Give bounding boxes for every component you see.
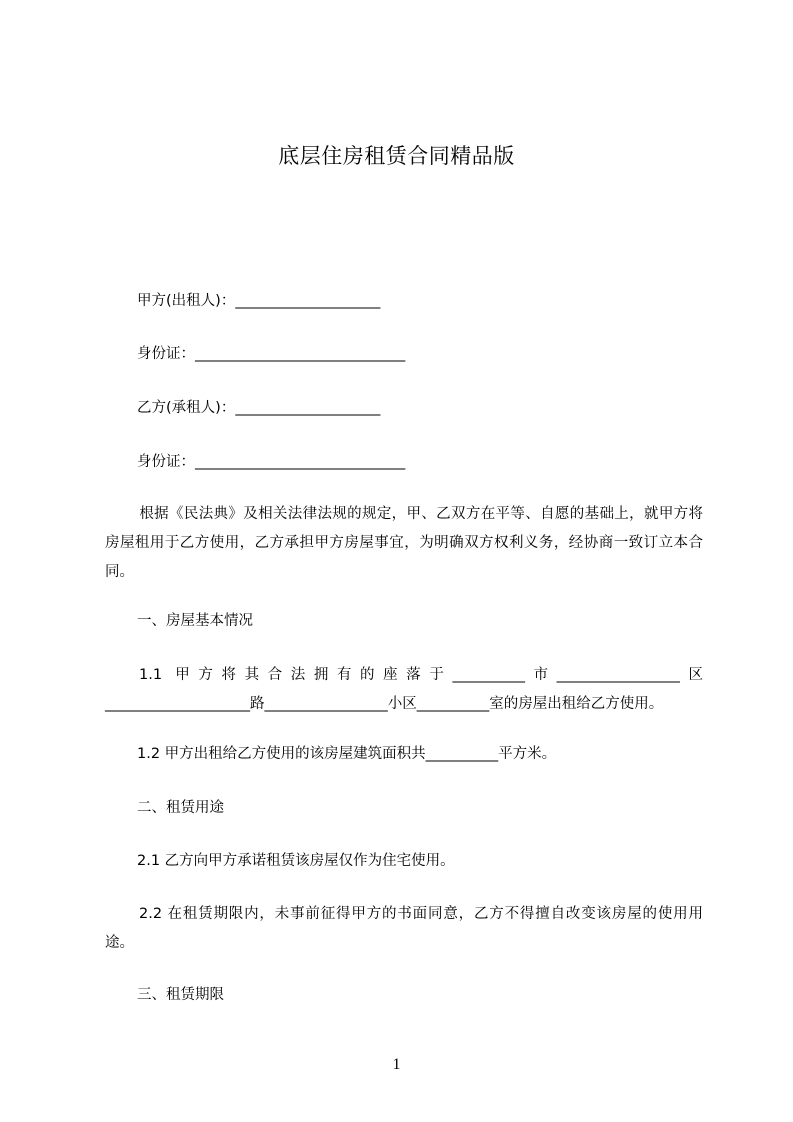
preamble-paragraph [105,500,703,587]
preamble-text: 根据《民法典》及相关法律法规的规定，甲、乙双方在平等、自愿的基础上，就甲方将房屋租用于乙方使用，乙方承担甲方房屋事宜，为明确双方权利义务，经协商一致订立本合同。 [105,506,703,580]
party-a-line: 甲方(出租人)：____________________ [137,293,381,309]
clause-1-1 [105,661,703,719]
clause-2-2-text: 2.2 在租赁期限内，未事前征得甲方的书面同意，乙方不得擅自改变该房屋的使用用途。 [105,906,703,951]
clause-1-1-text: 1.1 甲方将其合法拥有的座落于__________市_________________区____________________路_________________小区__________室的房屋出租给乙方使用。 [105,667,703,712]
section-1-heading: 一、房屋基本情况 [137,613,253,629]
clause-2-2 [105,900,703,958]
party-b-line: 乙方(承租人)：____________________ [137,400,381,416]
clause-1-2: 1.2 甲方出租给乙方使用的该房屋建筑面积共__________平方米。 [137,746,557,762]
clause-2-1: 2.1 乙方向甲方承诺租赁该房屋仅作为住宅使用。 [137,853,455,869]
party-b-id-line: 身份证：_____________________________ [137,454,406,470]
section-2-heading: 二、租赁用途 [137,800,224,816]
page-number: 1 [392,1056,401,1073]
section-3-heading: 三、租赁期限 [137,987,224,1003]
document-title: 底层住房租赁合同精品版 [278,144,515,168]
party-a-id-line: 身份证：_____________________________ [137,346,406,362]
